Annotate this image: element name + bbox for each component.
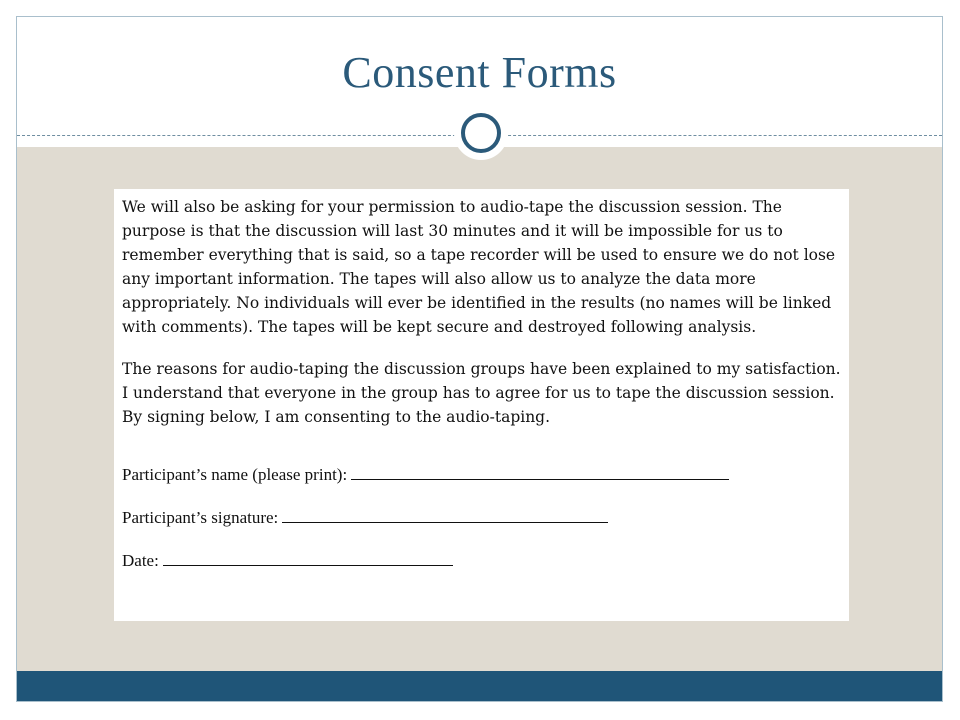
slide: [16, 16, 943, 702]
participant-signature-line: [282, 508, 608, 523]
consent-form-document: [114, 189, 849, 621]
date-line: [163, 551, 453, 566]
circle-ring-icon: [454, 106, 508, 160]
date-field: [122, 550, 841, 572]
date-label: Date:: [122, 551, 159, 570]
bottom-bar: [17, 671, 942, 702]
participant-name-field: [122, 464, 841, 486]
signature-fields: [122, 464, 841, 572]
participant-name-line: [351, 465, 729, 480]
participant-signature-field: [122, 507, 841, 529]
slide-title: Consent Forms: [342, 48, 617, 97]
consent-paragraph-2: The reasons for audio-taping the discussion groups have been explained to my satisfaction. I understand that everyone in the group has to agree for us to tape the discussion session. By signing below, I am consenting to the audio-taping.: [122, 360, 841, 426]
participant-name-label: Participant’s name (please print):: [122, 465, 348, 484]
consent-paragraph-1: We will also be asking for your permission to audio-tape the discussion session. The purpose is that the discussion will last 30 minutes and it will be impossible for us to remember everything that is said, so a tape recorder will be used to ensure we do not lose any important information. The tapes will also allow us to analyze the data more appropriately. No individuals will ever be identified in the results (no names will be linked with comments). The tapes will be kept secure and destroyed following analysis.: [122, 198, 836, 336]
participant-signature-label: Participant’s signature:: [122, 508, 279, 527]
